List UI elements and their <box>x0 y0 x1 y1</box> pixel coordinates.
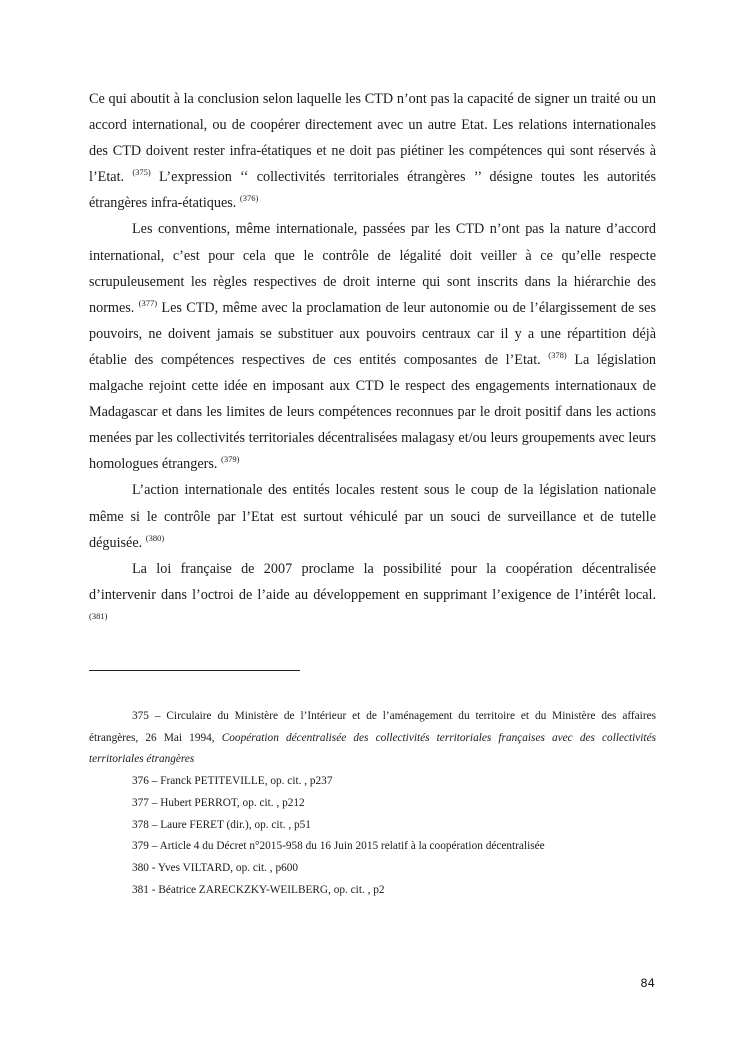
footnote-separator <box>89 670 300 671</box>
footnote-375-title: Coopération décentralisée des collectivités territoriales françaises avec des collectivités territoriales étrangères <box>89 731 656 766</box>
paragraph-2-text-a: Les conventions, même internationale, passées par les CTD n’ont pas la nature d’accord international, c’est pour cela que le contrôle de légalité doit veiller à ce qu’elle respecte scrupuleusement les règles respectives de droit interne qui sont inscrits dans la hiérarchie des normes. <box>89 221 656 316</box>
paragraph-1-text-b: L’expression ‘‘ collectivités territoriales étrangères ’’ désigne toutes les autorités étrangères infra-étatiques. <box>89 169 656 212</box>
footnote-ref-378: (378) <box>548 349 567 360</box>
paragraph-2 <box>89 216 656 477</box>
footnote-ref-377: (377) <box>138 297 158 308</box>
paragraph-2-text-b: Les CTD, même avec la proclamation de leur autonomie ou de l’élargissement de ses pouvoirs, ne doivent jamais se substituer aux pouvoirs centraux car il y a une répartition déjà établie des compétences respectives de ces entités composantes de l’Etat. <box>89 299 656 368</box>
body-text <box>89 86 656 634</box>
paragraph-3-text-a: L’action internationale des entités locales restent sous le coup de la législation nationale même si le contrôle par l’Etat est surtout véhiculé par un souci de surveillance et de tutelle déguisée. <box>89 482 656 551</box>
paragraph-3 <box>89 477 656 555</box>
footnote-378: 378 – Laure FERET (dir.), op. cit. , p51 <box>132 818 311 831</box>
paragraph-1-text-a: Ce qui aboutit à la conclusion selon laquelle les CTD n’ont pas la capacité de signer un traité ou un accord international, ou de coopérer directement avec un autre Etat. Les relations internationales des CTD doivent rester infra-étatiques et ne doit pas piétiner les compétences qui sont réservés à l’Etat. <box>89 91 656 186</box>
footnote-375-text: 375 – Circulaire du Ministère de l’Intérieur et de l’aménagement du territoire et du Ministère des affaires étrangères, 26 Mai 1994, <box>89 710 656 744</box>
footnote-ref-375: (375) <box>132 167 151 178</box>
footnote-380: 380 - Yves VILTARD, op. cit. , p600 <box>132 861 299 874</box>
footnote-381: 381 - Béatrice ZARECKZKY-WEILBERG, op. cit. , p2 <box>132 883 385 896</box>
footnote-377: 377 – Hubert PERROT, op. cit. , p212 <box>132 796 305 809</box>
footnote-ref-376: (376) <box>239 193 259 204</box>
footnote-379: 379 – Article 4 du Décret n°2015-958 du 16 Juin 2015 relatif à la coopération décentralisée <box>132 840 545 853</box>
footnote-376: 376 – Franck PETITEVILLE, op. cit. , p237 <box>132 775 333 788</box>
paragraph-4 <box>89 556 656 634</box>
footnote-375 <box>89 706 656 771</box>
paragraph-1 <box>89 86 656 216</box>
paragraph-4-text-a: La loi française de 2007 proclame la possibilité pour la coopération décentralisée d’intervenir dans l’octroi de l’aide au développement en supprimant l’exigence de l’intérêt local. <box>89 560 656 603</box>
paragraph-2-text-c: La législation malgache rejoint cette idée en imposant aux CTD le respect des engagements internationaux de Madagascar et dans les limites de leurs compétences reconnues par le droit positif dans les actions menées par les collectivités territoriales décentralisées malagasy et/ou leurs groupements avec leurs homologues étrangers. <box>89 351 656 473</box>
page-number: 84 <box>640 976 655 990</box>
footnote-ref-380: (380) <box>145 532 165 543</box>
footnotes <box>89 706 656 901</box>
footnote-ref-381: (381) <box>89 610 108 621</box>
footnote-ref-379: (379) <box>221 454 240 465</box>
